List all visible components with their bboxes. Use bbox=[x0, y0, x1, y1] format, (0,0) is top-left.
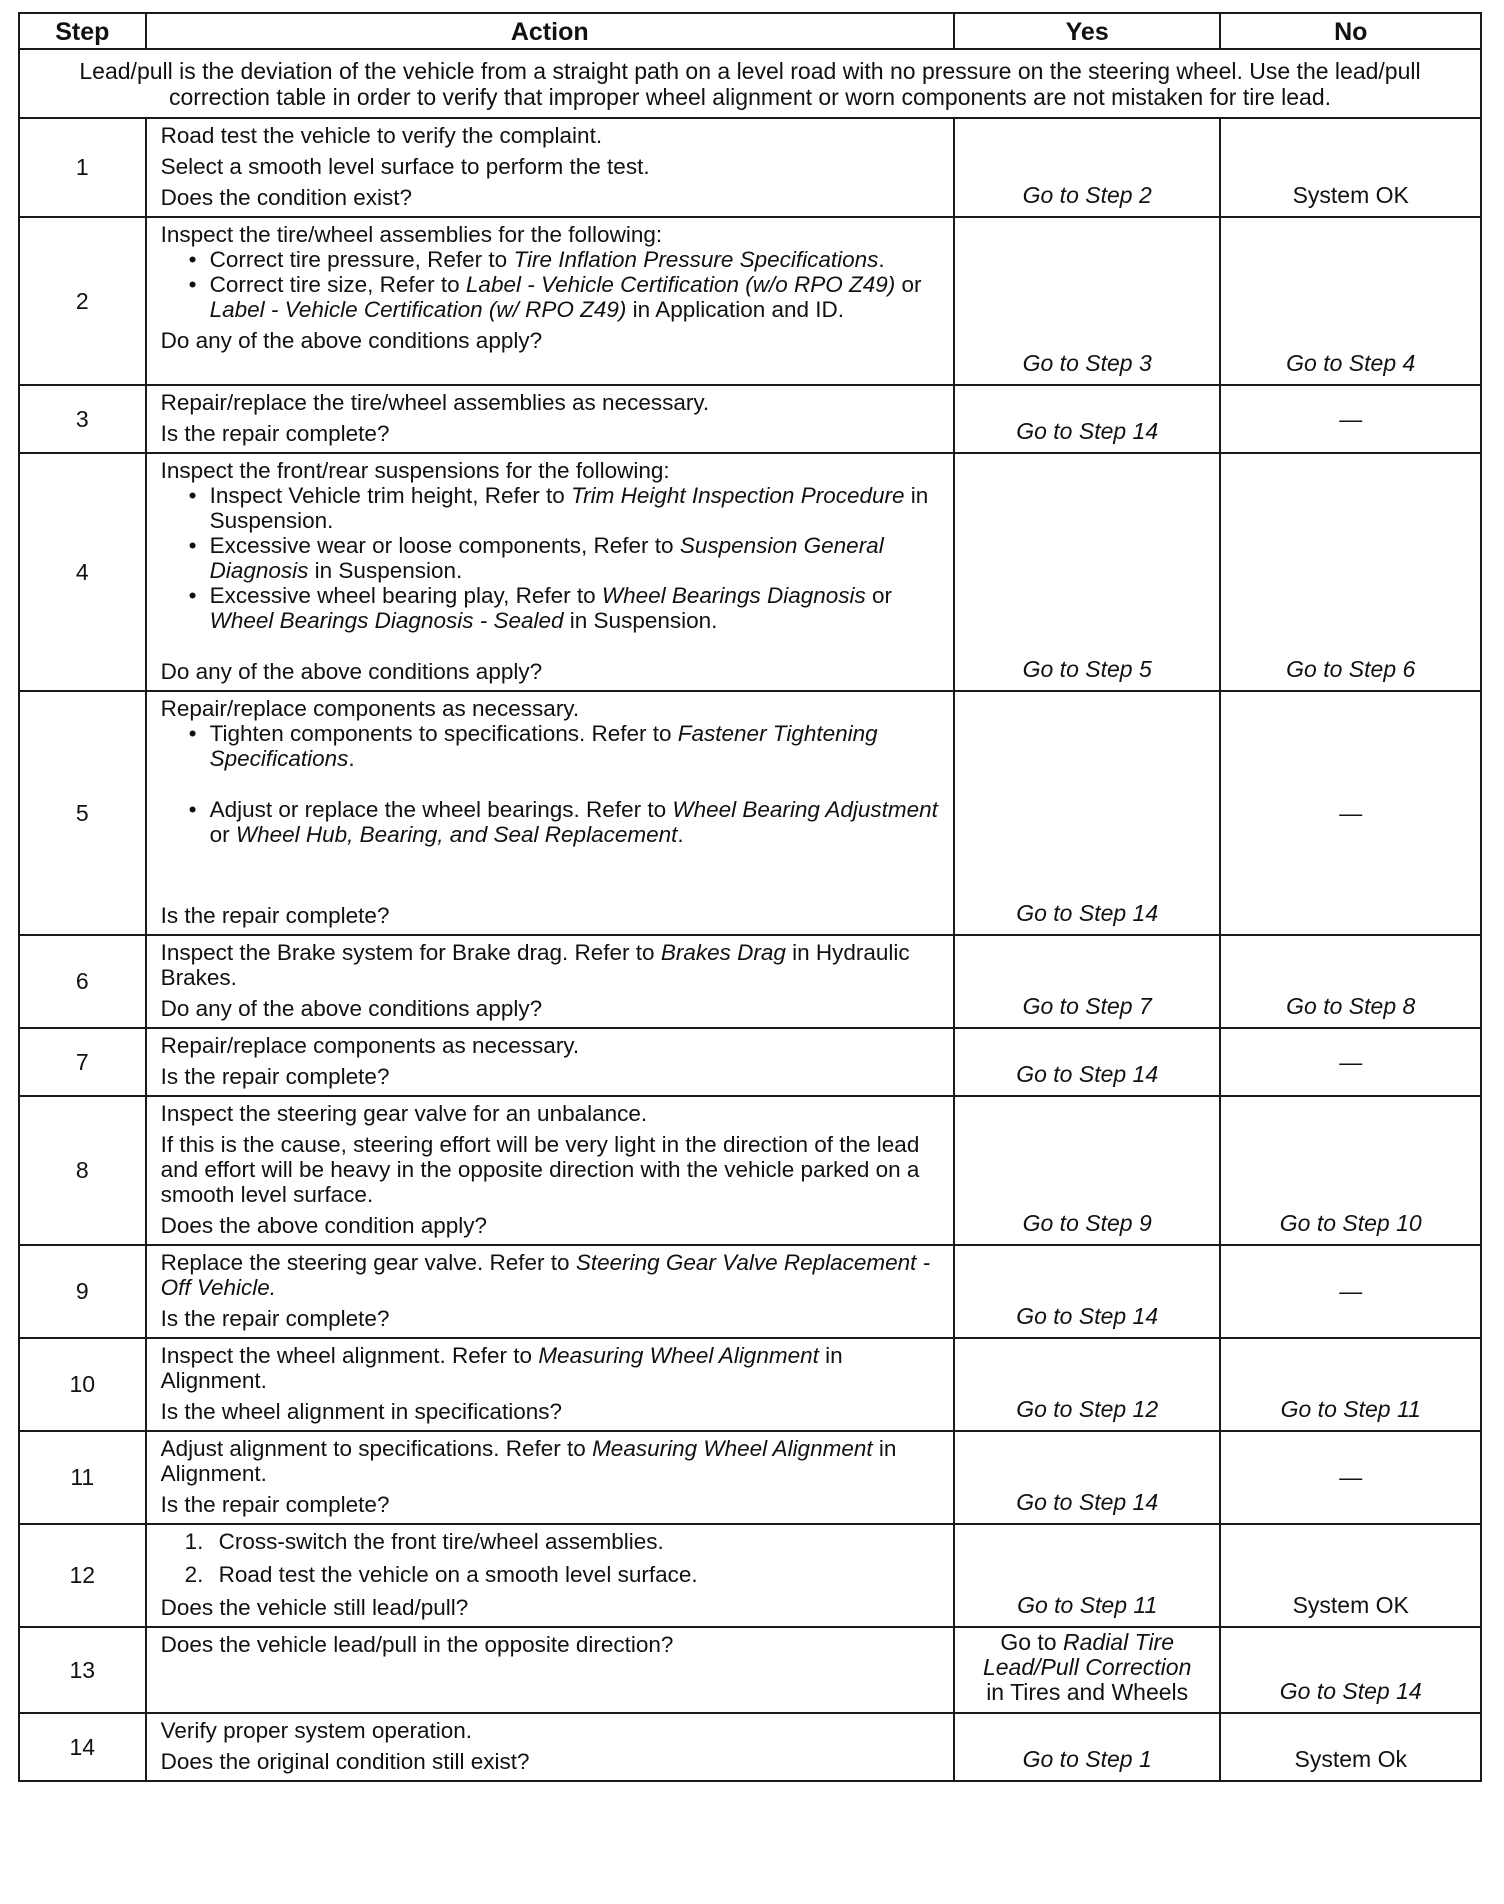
intro-row bbox=[19, 49, 1481, 118]
action-line: Inspect the front/rear suspensions for the following: bbox=[160, 458, 670, 483]
no-result: Go to Step 8 bbox=[1286, 993, 1416, 1019]
bullet-item: • Tighten components to specifications. Refer to Fastener Tightening Specifications. bbox=[189, 721, 943, 771]
action-question: Does the original condition still exist? bbox=[160, 1749, 530, 1774]
action-cell bbox=[146, 385, 954, 453]
bullet-item: • Excessive wear or loose components, Refer to Suspension General Diagnosis in Suspension. bbox=[189, 533, 943, 583]
action-cell bbox=[146, 1713, 954, 1781]
step-number: 10 bbox=[19, 1338, 146, 1431]
yes-result: Go to Step 14 bbox=[1016, 1489, 1159, 1515]
step-number: 9 bbox=[19, 1245, 146, 1338]
no-result: — bbox=[1339, 799, 1363, 826]
header-no: No bbox=[1220, 13, 1481, 49]
action-line: Repair/replace the tire/wheel assemblies as necessary. bbox=[160, 390, 710, 415]
action-question: Is the wheel alignment in specifications? bbox=[160, 1399, 563, 1424]
action-cell bbox=[146, 453, 954, 691]
action-line: Adjust alignment to specifications. Refer to Measuring Wheel Alignment in Alignment. bbox=[160, 1436, 897, 1486]
yes-result: Go to Step 9 bbox=[1022, 1210, 1152, 1236]
yes-result: Go to Radial Tire Lead/Pull Correction in Tires and Wheels bbox=[982, 1629, 1192, 1705]
yes-result: Go to Step 7 bbox=[1022, 993, 1152, 1019]
action-question: Is the repair complete? bbox=[160, 1306, 390, 1331]
step-number: 12 bbox=[19, 1524, 146, 1627]
numbered-item: 1. Cross-switch the front tire/wheel assemblies. bbox=[184, 1529, 664, 1554]
step-number: 3 bbox=[19, 385, 146, 453]
yes-result: Go to Step 5 bbox=[1022, 656, 1152, 682]
step-number: 4 bbox=[19, 453, 146, 691]
step-number: 8 bbox=[19, 1096, 146, 1245]
action-line: Inspect the steering gear valve for an unbalance. bbox=[160, 1101, 648, 1126]
action-question: Do any of the above conditions apply? bbox=[160, 328, 543, 353]
no-result: Go to Step 6 bbox=[1286, 656, 1416, 682]
action-cell bbox=[146, 1431, 954, 1524]
action-cell bbox=[146, 1338, 954, 1431]
table-row bbox=[19, 118, 1481, 217]
bullet-item: • Correct tire size, Refer to Label - Vehicle Certification (w/o RPO Z49) or Label - Vehicle Certification (w/ RPO Z49) in Application and ID. bbox=[189, 272, 943, 322]
action-question: Does the above condition apply? bbox=[160, 1213, 488, 1238]
yes-result: Go to Step 2 bbox=[1022, 182, 1152, 208]
yes-result: Go to Step 14 bbox=[1016, 900, 1159, 926]
no-result: — bbox=[1339, 405, 1363, 432]
no-result: Go to Step 4 bbox=[1286, 350, 1416, 376]
action-line: Inspect the Brake system for Brake drag. Refer to Brakes Drag in Hydraulic Brakes. bbox=[160, 940, 910, 990]
action-cell bbox=[146, 691, 954, 935]
table-row bbox=[19, 691, 1481, 935]
action-question: Do any of the above conditions apply? bbox=[160, 996, 543, 1021]
action-question: Is the repair complete? bbox=[160, 421, 390, 446]
no-result: Go to Step 11 bbox=[1280, 1396, 1421, 1422]
table-row bbox=[19, 1431, 1481, 1524]
action-cell bbox=[146, 1627, 954, 1713]
no-result: — bbox=[1339, 1048, 1363, 1075]
action-cell bbox=[146, 1096, 954, 1245]
yes-result: Go to Step 14 bbox=[1016, 1303, 1159, 1329]
no-result: — bbox=[1339, 1278, 1363, 1304]
action-line: Replace the steering gear valve. Refer to Steering Gear Valve Replacement - Off Vehicle. bbox=[160, 1250, 931, 1300]
no-result: System OK bbox=[1292, 182, 1409, 208]
table-row bbox=[19, 385, 1481, 453]
table-row bbox=[19, 1713, 1481, 1781]
action-line: Inspect the wheel alignment. Refer to Measuring Wheel Alignment in Alignment. bbox=[160, 1343, 843, 1393]
step-number: 13 bbox=[19, 1627, 146, 1713]
action-question: Does the vehicle lead/pull in the opposite direction? bbox=[160, 1632, 674, 1657]
step-number: 6 bbox=[19, 935, 146, 1028]
bullet-item: • Inspect Vehicle trim height, Refer to Trim Height Inspection Procedure in Suspension. bbox=[189, 483, 943, 533]
action-question: Is the repair complete? bbox=[160, 903, 390, 928]
diagnostic-table bbox=[18, 12, 1482, 1782]
step-number: 14 bbox=[19, 1713, 146, 1781]
yes-result: Go to Step 11 bbox=[1017, 1592, 1158, 1618]
action-line: Verify proper system operation. bbox=[160, 1718, 472, 1743]
action-line: If this is the cause, steering effort will be very light in the direction of the lead and effort will be heavy in the opposite direction with the vehicle parked on a smooth level surface. bbox=[160, 1132, 920, 1207]
action-question: Does the condition exist? bbox=[160, 185, 412, 210]
action-line: Select a smooth level surface to perform the test. bbox=[160, 154, 650, 179]
action-cell bbox=[146, 935, 954, 1028]
no-result: — bbox=[1339, 1464, 1363, 1490]
table-row bbox=[19, 1028, 1481, 1096]
no-result: System OK bbox=[1292, 1592, 1409, 1618]
action-question: Do any of the above conditions apply? bbox=[160, 659, 543, 684]
action-cell bbox=[146, 1028, 954, 1096]
table-row bbox=[19, 1245, 1481, 1338]
yes-result: Go to Step 3 bbox=[1022, 350, 1152, 376]
yes-result: Go to Step 12 bbox=[1016, 1396, 1159, 1422]
action-question: Is the repair complete? bbox=[160, 1492, 390, 1517]
table-row bbox=[19, 1627, 1481, 1713]
no-result: Go to Step 14 bbox=[1279, 1678, 1422, 1704]
bullet-item: • Correct tire pressure, Refer to Tire Inflation Pressure Specifications. bbox=[189, 247, 943, 272]
action-question: Is the repair complete? bbox=[160, 1064, 390, 1089]
intro-text: Lead/pull is the deviation of the vehicle from a straight path on a level road with no pressure on the steering wheel. Use the lead/pull correction table in order to verify that improper wheel alignment or worn components are not mistaken for tire lead. bbox=[19, 49, 1481, 118]
table-row bbox=[19, 217, 1481, 385]
action-cell bbox=[146, 1245, 954, 1338]
step-number: 11 bbox=[19, 1431, 146, 1524]
action-cell bbox=[146, 1524, 954, 1627]
no-result: Go to Step 10 bbox=[1279, 1210, 1422, 1236]
action-cell bbox=[146, 118, 954, 217]
header-action: Action bbox=[146, 13, 954, 49]
yes-result: Go to Step 14 bbox=[1016, 418, 1159, 444]
action-line: Road test the vehicle to verify the complaint. bbox=[160, 123, 603, 148]
header-yes: Yes bbox=[954, 13, 1221, 49]
step-number: 1 bbox=[19, 118, 146, 217]
action-cell bbox=[146, 217, 954, 385]
header-step: Step bbox=[19, 13, 146, 49]
table-row bbox=[19, 453, 1481, 691]
header-row bbox=[19, 13, 1481, 49]
action-line: Repair/replace components as necessary. bbox=[160, 1033, 580, 1058]
bullet-item: • Adjust or replace the wheel bearings. Refer to Wheel Bearing Adjustment or Wheel Hub, Bearing, and Seal Replacement. bbox=[189, 797, 943, 847]
step-number: 2 bbox=[19, 217, 146, 385]
action-question: Does the vehicle still lead/pull? bbox=[160, 1595, 469, 1620]
yes-result: Go to Step 14 bbox=[1016, 1061, 1159, 1087]
yes-result: Go to Step 1 bbox=[1022, 1746, 1152, 1772]
table-row bbox=[19, 1096, 1481, 1245]
table-row bbox=[19, 935, 1481, 1028]
numbered-item: 2. Road test the vehicle on a smooth level surface. bbox=[184, 1562, 698, 1587]
step-number: 7 bbox=[19, 1028, 146, 1096]
table-row bbox=[19, 1338, 1481, 1431]
action-line: Repair/replace components as necessary. bbox=[160, 696, 580, 721]
action-line: Inspect the tire/wheel assemblies for the following: bbox=[160, 222, 663, 247]
step-number: 5 bbox=[19, 691, 146, 935]
table-row bbox=[19, 1524, 1481, 1627]
no-result: System Ok bbox=[1294, 1746, 1407, 1772]
bullet-item: • Excessive wheel bearing play, Refer to Wheel Bearings Diagnosis or Wheel Bearings Diagnosis - Sealed in Suspension. bbox=[189, 583, 943, 633]
